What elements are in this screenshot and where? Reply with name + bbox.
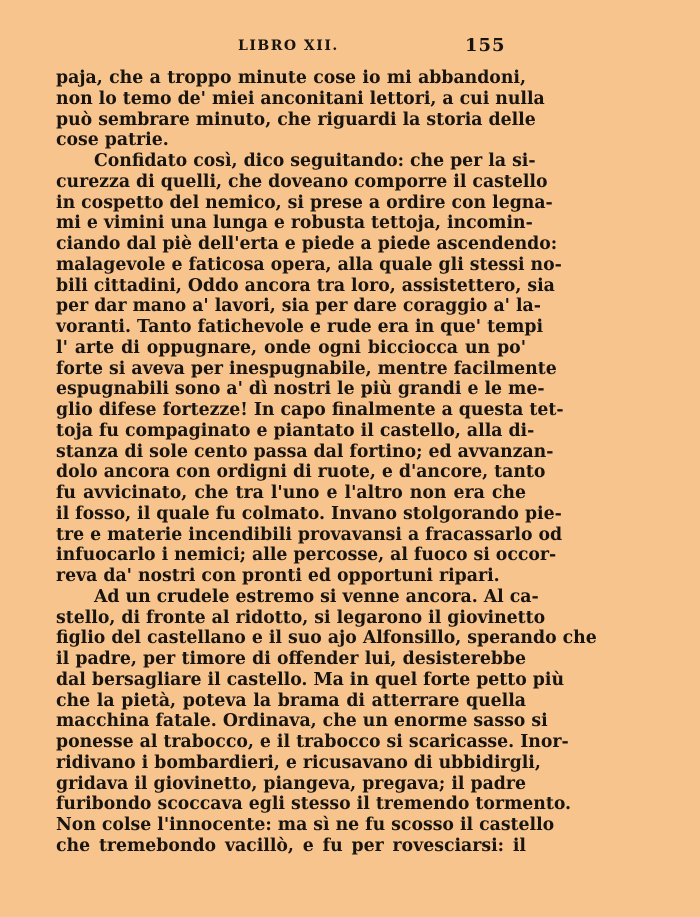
running-head (0, 35, 700, 58)
book-title: LIBRO XII. (238, 38, 339, 54)
text-line: macchina fatale. Ordinava, che un enorme sasso si (56, 711, 548, 732)
text-line: l' arte di oppugnare, onde ogni bicciocca un po' (56, 337, 526, 358)
text-line: in cospetto del nemico, si prese a ordire con legna- (56, 192, 553, 213)
paragraph (56, 68, 545, 151)
text-line: paja, che a troppo minute cose io mi abbandoni, (56, 68, 526, 88)
text-line: Non colse l'innocente: ma sì ne fu scosso il castello (56, 815, 555, 835)
text-line: stanza di sole cento passa dal fortino; ed avvanzan- (56, 441, 554, 462)
text-line: fu avvicinato, che tra l'uno e l'altro non era che (56, 483, 526, 503)
text-line: reva da' nostri con pronti ed opportuni ripari. (56, 566, 500, 586)
text-line: non lo temo de' miei anconitani lettori, a cui nulla (56, 88, 545, 109)
text-line: il fosso, il quale fu colmato. Invano stolgorando pie- (56, 503, 562, 524)
text-line: dolo ancora con ordigni di ruote, e d'ancore, tanto (56, 462, 546, 483)
text-line: forte si aveva per inespugnabile, mentre facilmente (56, 358, 557, 379)
text-line: espugnabili sono a' dì nostri le più grandi e le me- (56, 379, 545, 400)
paragraph (56, 586, 597, 857)
text-line: ridivano i bombardieri, e ricusavano di ubbidirgli, (56, 752, 541, 773)
text-line: curezza di quelli, che doveano comporre il castello (56, 171, 548, 192)
text-line: figlio del castellano e il suo ajo Alfonsillo, sperando che (56, 628, 597, 649)
text-line: cose patrie. (56, 130, 169, 151)
text-line: bili cittadini, Oddo ancora tra loro, assistettero, sia (56, 275, 555, 296)
text-line: malagevole e faticosa opera, alla quale gli stessi no- (56, 254, 562, 275)
text-line: Confidato così, dico seguitando: che per la si- (94, 151, 536, 171)
text-line: per dar mano a' lavori, sia per dare coraggio a' la- (56, 296, 541, 317)
text-line: tre e materie incendibili provavansi a fracassarlo od (56, 524, 563, 545)
text-line: può sembrare minuto, che riguardi la storia delle (56, 109, 536, 130)
text-line: che la pietà, poteva la brama di atterrare quella (56, 690, 526, 711)
text-line: dal bersagliare il castello. Ma in quel forte petto più (56, 669, 565, 690)
paragraph (56, 151, 564, 587)
text-line: gridava il giovinetto, piangeva, pregava; il padre (56, 773, 526, 794)
text-line: mi e vimini una lunga e robusta tettoja, incomin- (56, 213, 533, 234)
page-number: 155 (465, 35, 506, 56)
text-line: il padre, per timore di offender lui, desisterebbe (56, 649, 526, 669)
text-line: infuocarlo i nemici; alle percosse, al fuoco si occor- (56, 545, 557, 566)
text-line: Ad un crudele estremo si venne ancora. Al ca- (94, 586, 539, 607)
text-line: ciando dal piè dell'erta e piede a piede ascendendo: (56, 234, 558, 254)
body-text (56, 68, 597, 857)
text-line: furibondo scoccava egli stesso il tremendo tormento. (56, 794, 572, 815)
text-line: ponesse al trabocco, e il trabocco si scaricasse. Inor- (56, 732, 569, 752)
text-line: toja fu compaginato e piantato il castello, alla di- (56, 420, 535, 441)
text-line: stello, di fronte al ridotto, si legarono il giovinetto (56, 607, 546, 628)
text-line: glio difese fortezze! In capo finalmente a questa tet- (56, 400, 564, 420)
text-line: voranti. Tanto fatichevole e rude era in que' tempi (56, 317, 544, 337)
text-line: che tremebondo vacillò, e fu per rovesciarsi: il (56, 835, 526, 856)
